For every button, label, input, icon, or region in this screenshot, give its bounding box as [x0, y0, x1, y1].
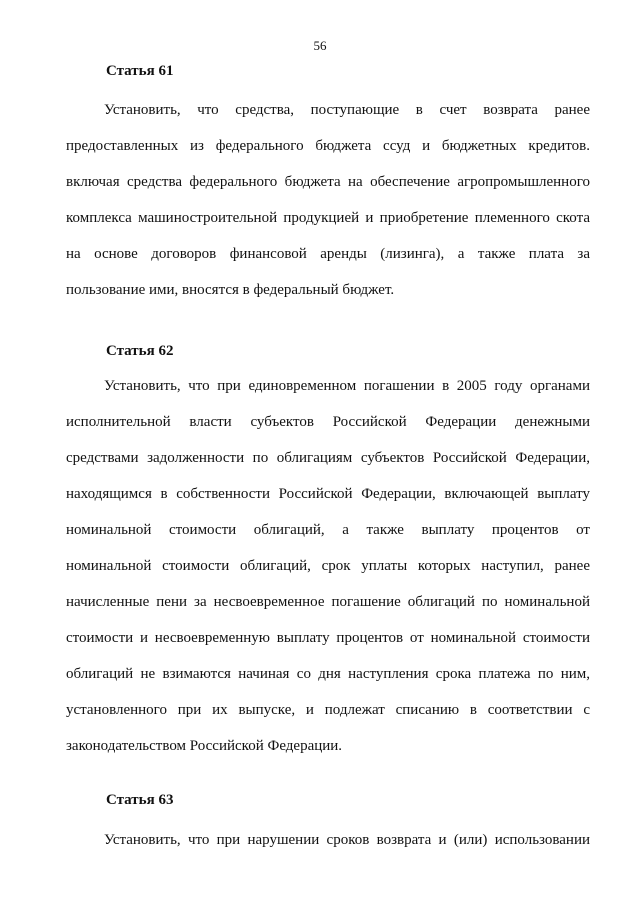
- text-line: установленного при их выпуске, и подлежат списанию в соответствии с: [66, 702, 590, 718]
- article-62-title: Статья 62: [106, 343, 174, 359]
- article-63-title: Статья 63: [106, 792, 174, 808]
- text-line: включая средства федерального бюджета на обеспечение агропромышленного: [66, 174, 590, 190]
- article-63-text: [66, 822, 590, 858]
- text-line: начисленные пени за несвоевременное погашение облигаций по номинальной: [66, 594, 590, 610]
- text-line: законодательством Российской Федерации.: [66, 738, 343, 754]
- article-62-text: [66, 368, 590, 764]
- text-line: номинальной стоимости облигаций, срок уплаты которых наступил, ранее: [66, 558, 590, 574]
- text-line: комплекса машиностроительной продукцией и приобретение племенного скота: [66, 210, 590, 226]
- text-line: предоставленных из федерального бюджета ссуд и бюджетных кредитов.: [66, 138, 590, 154]
- text-line: Установить, что при нарушении сроков возврата и (или) использовании: [104, 832, 590, 848]
- article-61-text: [66, 92, 590, 308]
- text-line: номинальной стоимости облигаций, а также выплату процентов от: [66, 522, 590, 538]
- text-line: Установить, что средства, поступающие в счет возврата ранее: [104, 102, 590, 118]
- text-line: Установить, что при единовременном погашении в 2005 году органами: [104, 378, 590, 394]
- text-line: средствами задолженности по облигациям субъектов Российской Федерации,: [66, 450, 590, 466]
- page-number: 56: [313, 38, 327, 53]
- article-61-title: Статья 61: [106, 63, 174, 79]
- text-line: пользование ими, вносятся в федеральный бюджет.: [66, 282, 395, 298]
- text-line: стоимости и несвоевременную выплату процентов от номинальной стоимости: [66, 630, 590, 646]
- text-line: исполнительной власти субъектов Российской Федерации денежными: [66, 414, 590, 430]
- text-line: на основе договоров финансовой аренды (лизинга), а также плата за: [66, 246, 590, 262]
- text-line: облигаций не взимаются начиная со дня наступления срока платежа по ним,: [66, 666, 590, 682]
- text-line: находящимся в собственности Российской Федерации, включающей выплату: [66, 486, 590, 502]
